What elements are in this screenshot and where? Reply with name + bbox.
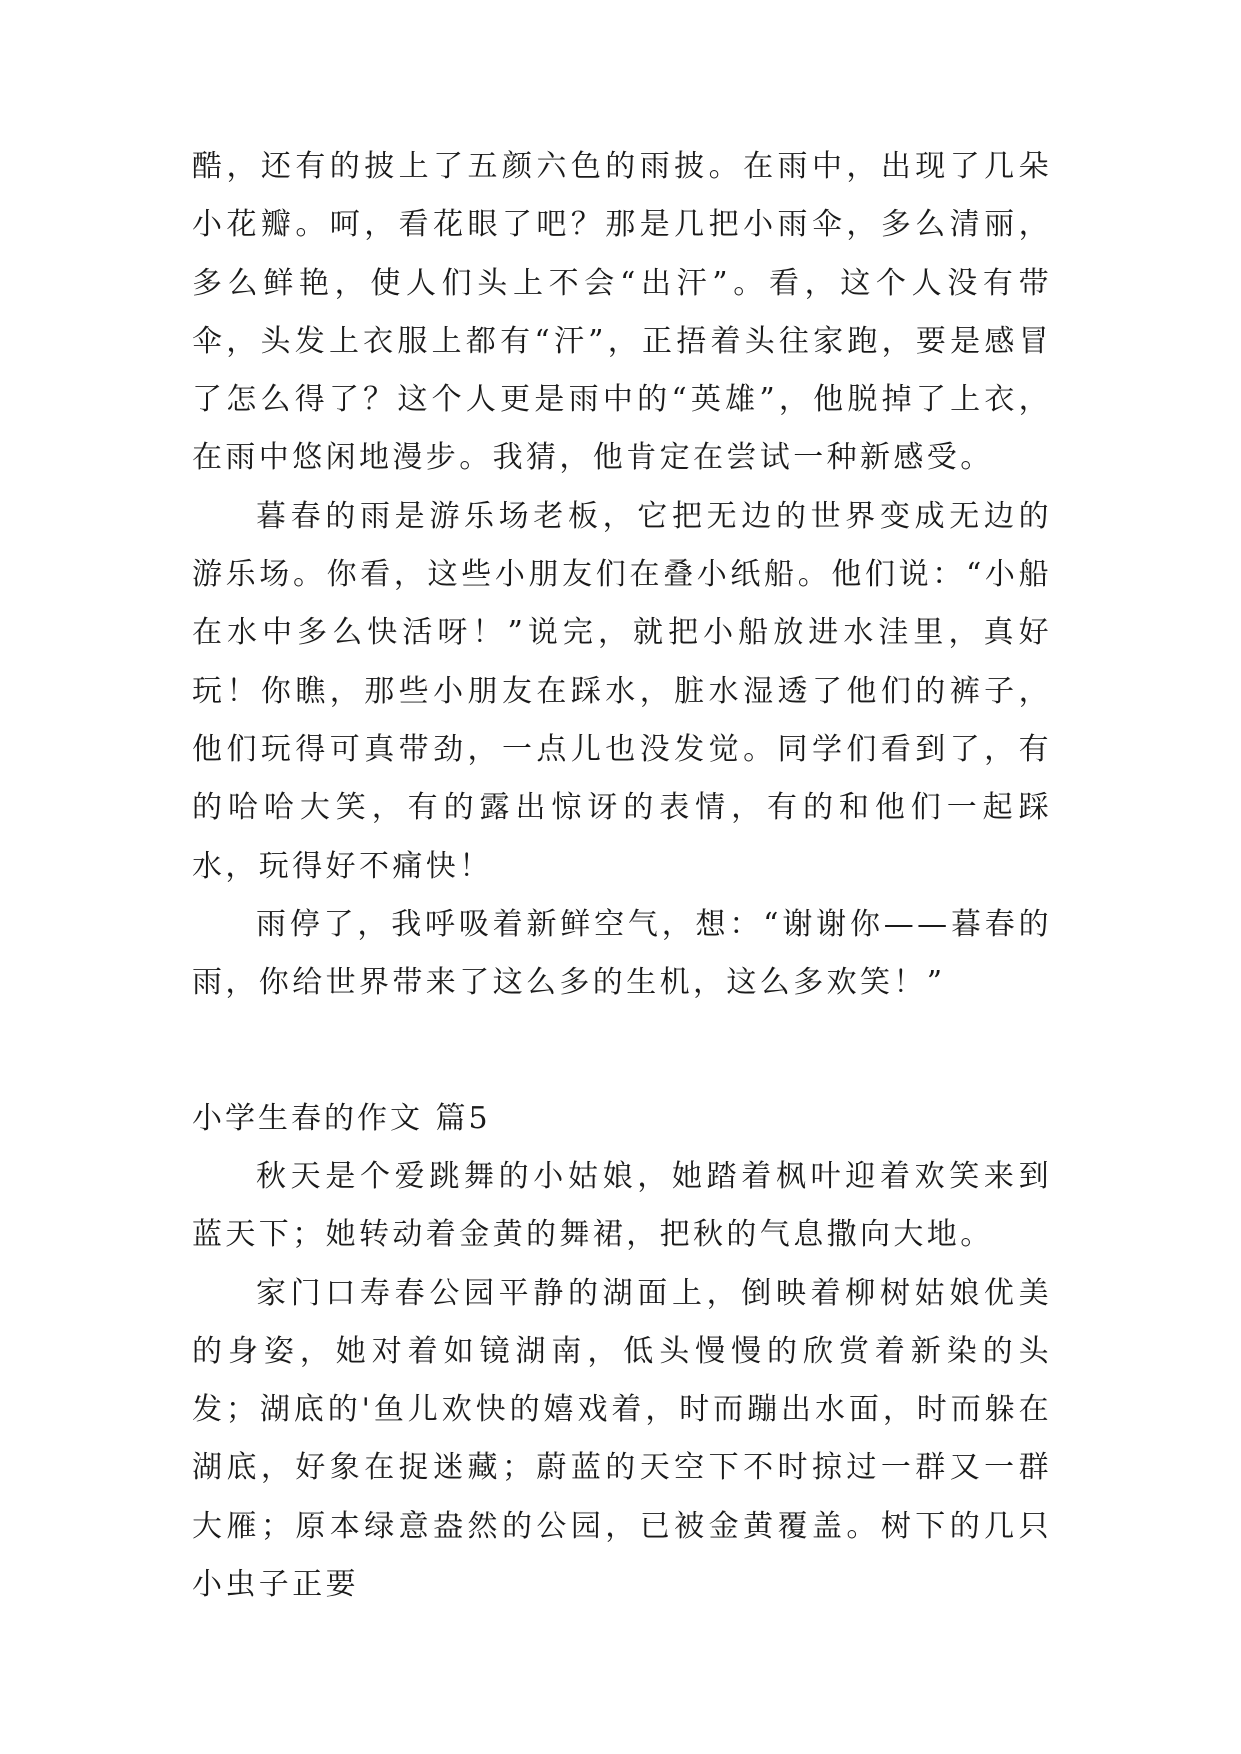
paragraph-autumn-girl: 秋天是个爱跳舞的小姑娘，她踏着枫叶迎着欢笑来到蓝天下；她转动着金黄的舞裙，把秋的气息撒向大地。 xyxy=(192,1159,1052,1253)
body-text-bottom xyxy=(192,1148,1052,1614)
paragraph-rain-people: 酷，还有的披上了五颜六色的雨披。在雨中，出现了几朵小花瓣。呵，看花眼了吧？那是几把小雨伞，多么清丽，多么鲜艳，使人们头上不会“出汗”。看，这个人没有带伞，头发上衣服上都有“汗”，正捂着头往家跑，要是感冒了怎么得了？这个人更是雨中的“英雄”，他脱掉了上衣，在雨中悠闲地漫步。我猜，他肯定在尝试一种新感受。 xyxy=(192,149,1052,476)
section-title: 小学生春的作文 篇5 xyxy=(192,1101,491,1136)
body-text-top xyxy=(192,138,1052,1012)
paragraph-rain-playground: 暮春的雨是游乐场老板，它把无边的世界变成无边的游乐场。你看，这些小朋友们在叠小纸船。他们说：“小船在水中多么快活呀！”说完，就把小船放进水洼里，真好玩！你瞧，那些小朋友在踩水，脏水湿透了他们的裤子，他们玩得可真带劲，一点儿也没发觉。同学们看到了，有的哈哈大笑，有的露出惊讶的表情，有的和他们一起踩水，玩得好不痛快！ xyxy=(192,498,1052,884)
paragraph-rain-stopped: 雨停了，我呼吸着新鲜空气，想：“谢谢你——暮春的雨，你给世界带来了这么多的生机，这么多欢笑！” xyxy=(192,906,1052,1001)
paragraph-park-lake: 家门口寿春公园平静的湖面上，倒映着柳树姑娘优美的身姿，她对着如镜湖南，低头慢慢的欣赏着新染的头发；湖底的'鱼儿欢快的嬉戏着，时而蹦出水面，时而躲在湖底，好象在捉迷藏；蔚蓝的天空下不时掠过一群又一群大雁；原本绿意盎然的公园，已被金黄覆盖。树下的几只小虫子正要 xyxy=(192,1275,1052,1603)
